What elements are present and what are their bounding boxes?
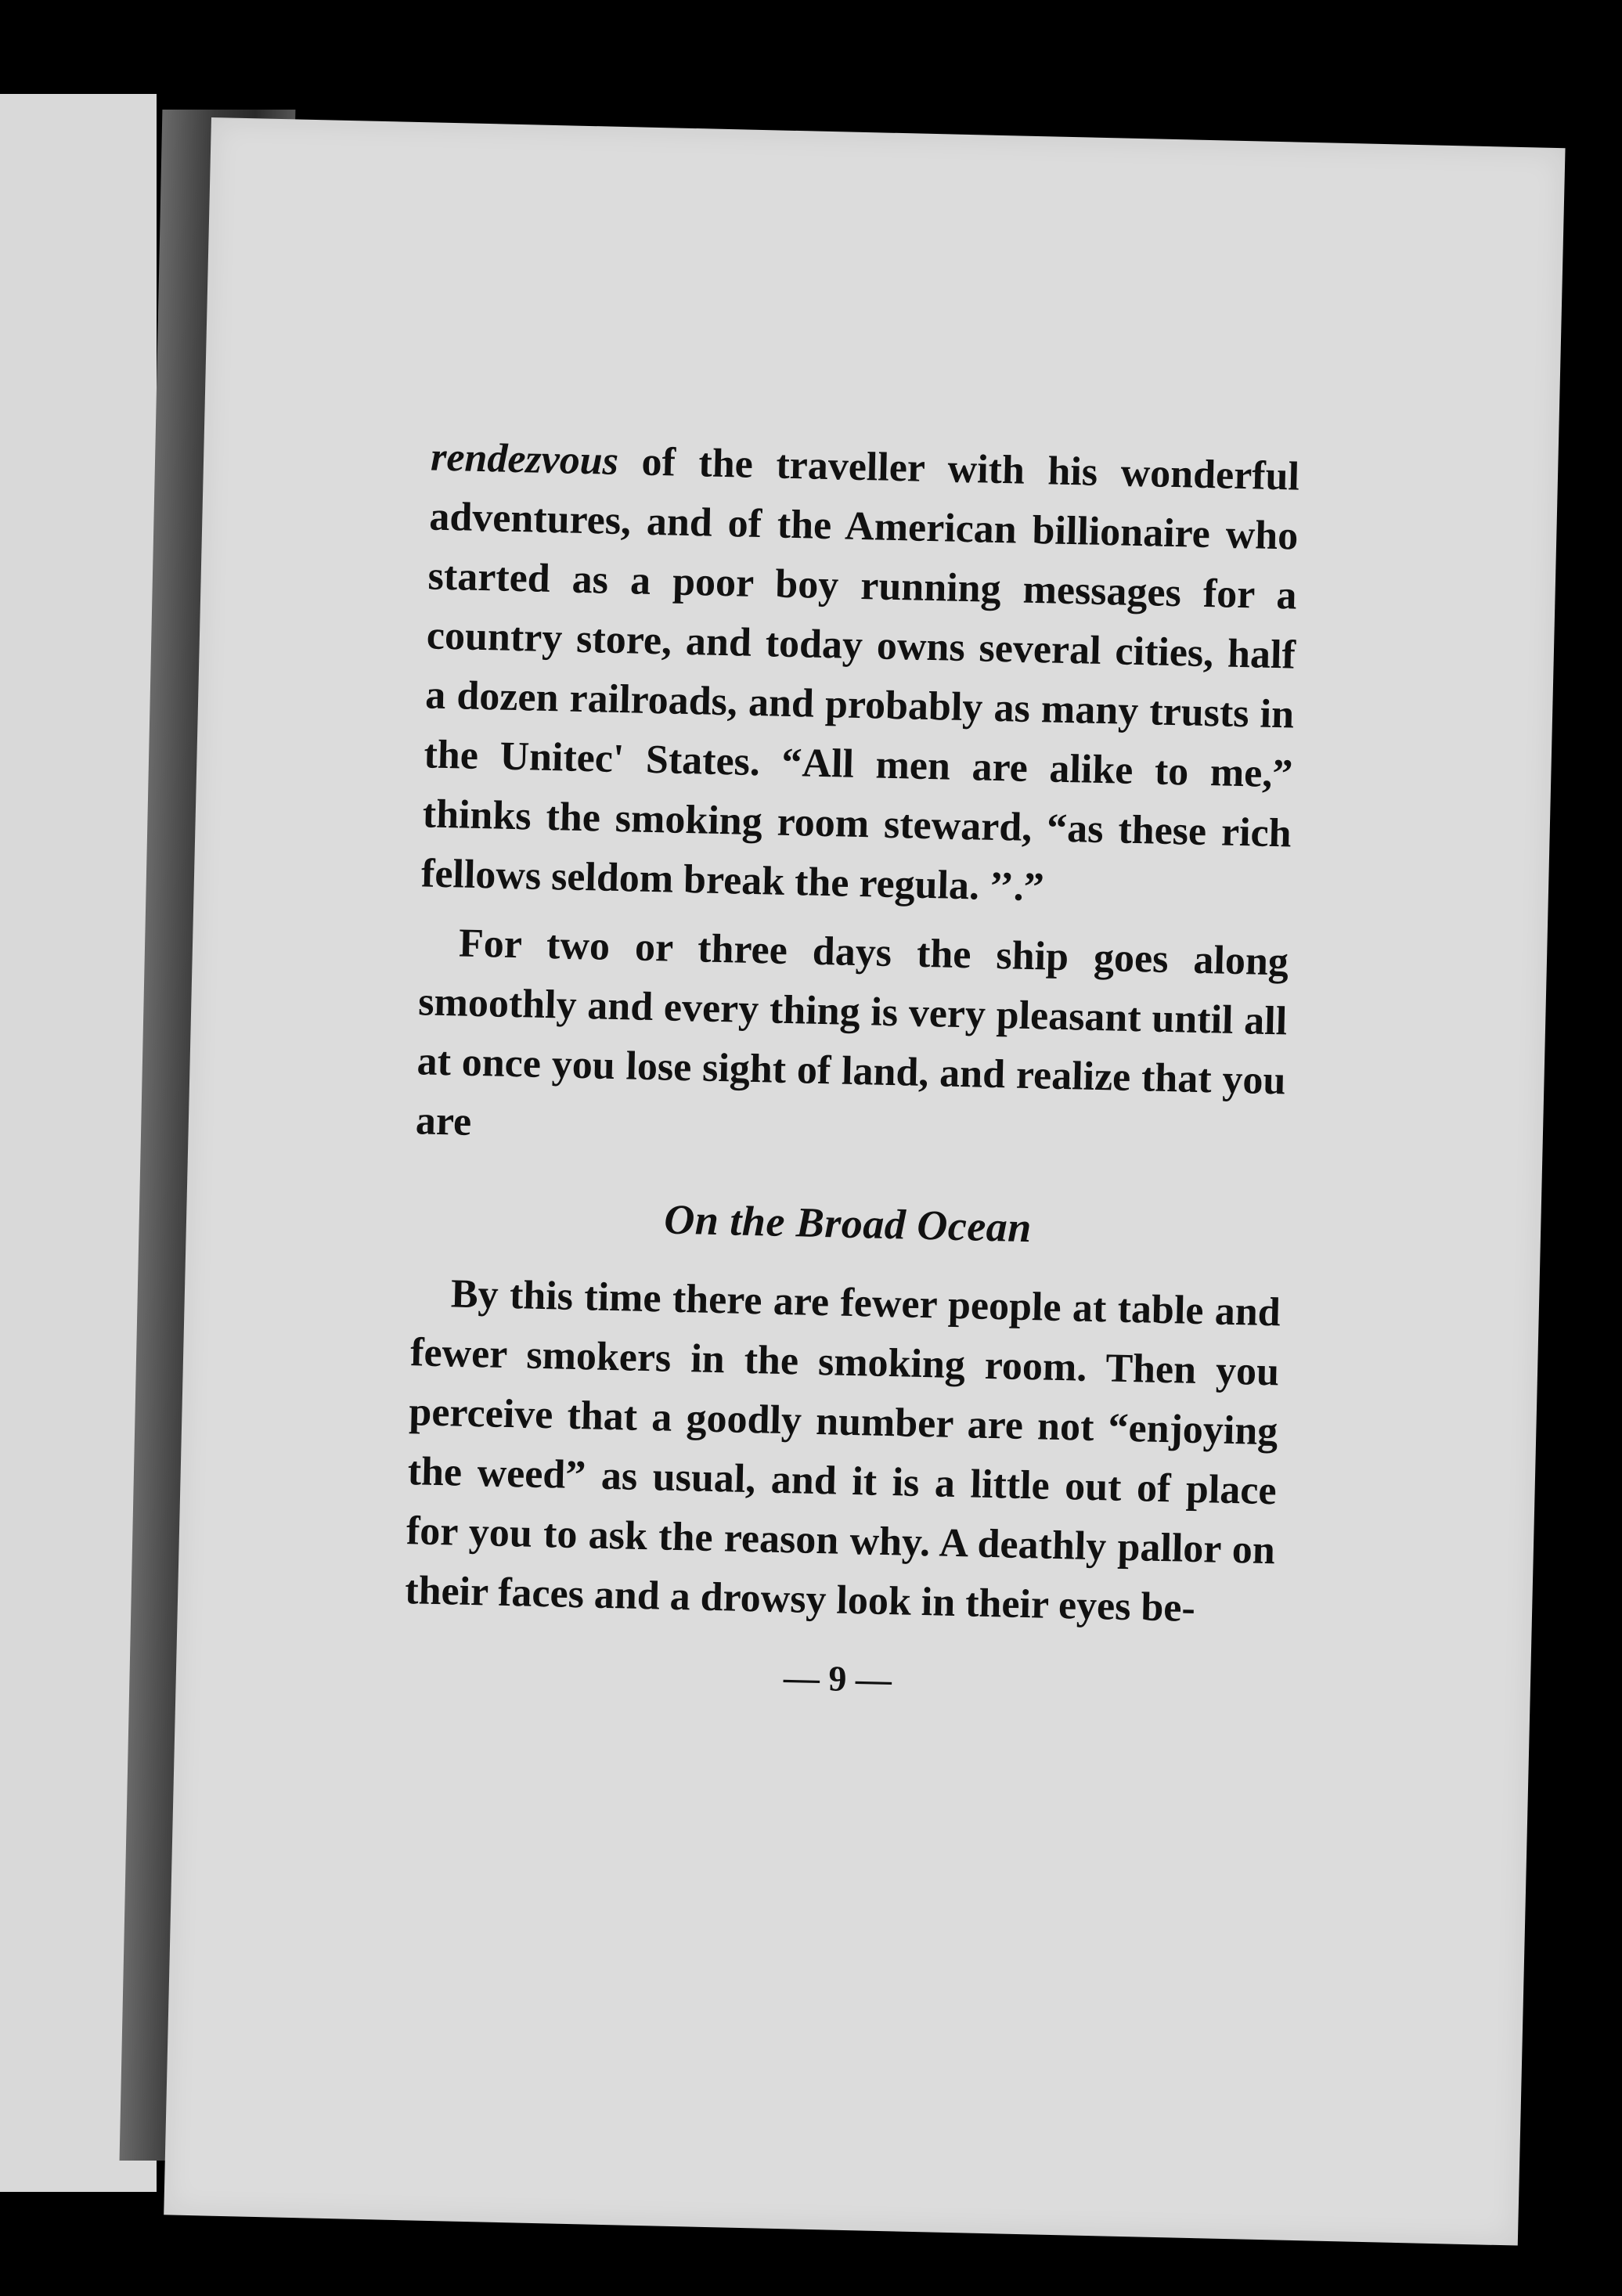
page-text (404, 427, 1300, 1700)
paragraph-2: For two or three days the ship goes along smoothly and every thing is very pleasant until all at once you lose sight of land, and realize that you are (415, 921, 1289, 1144)
italic-word: rendezvous (430, 434, 619, 484)
paragraph-1-text: of the traveller with his wonderful adventures, and of the American billionaire who started as a poor boy running messages for a country store, and today owns several cities, half a dozen railroads, and probably as many trusts in the Unitec' States. “All men are alike to me,” thinks the smoking room steward, “as these rich fellows seldom break the regula. ’’.” (420, 438, 1300, 910)
paragraph-1 (420, 427, 1300, 923)
right-page (164, 117, 1565, 2246)
section-heading: On the Broad Ocean (663, 1195, 1033, 1252)
paragraph-3: By this time there are fewer people at table and fewer smokers in the smoking room. Then you perceive that a goodly number are not “enjoying the weed” as usual, and it is a little out of place for you to ask the reason why. A deathly pallor on their faces and a drowsy look in their eyes be- (404, 1271, 1281, 1631)
page-number: — 9 — (783, 1657, 892, 1700)
